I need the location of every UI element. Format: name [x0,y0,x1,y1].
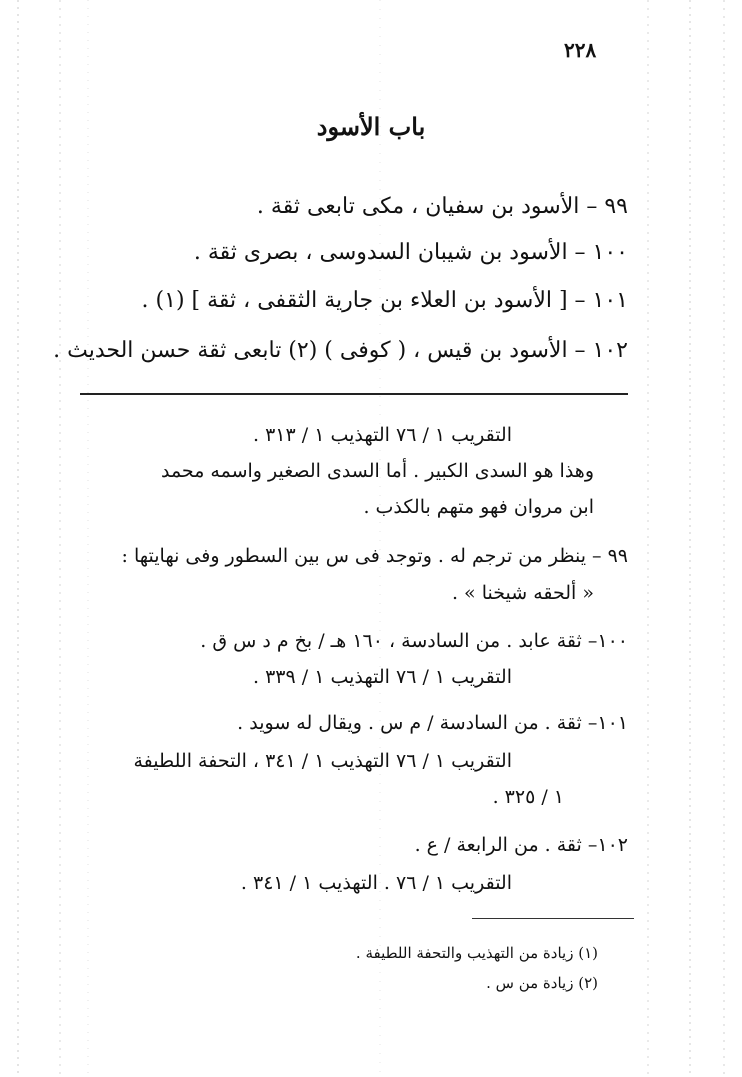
note-line: التقريب ١ / ٧٦ . التهذيب ١ / ٣٤١ . [240,872,512,894]
note-line: التقريب ١ / ٧٦ التهذيب ١ / ٣٤١ ، التحفة اللطيفة [133,750,512,772]
section-divider [80,393,628,395]
entry-101: ١٠١ – [ الأسود بن العلاء بن جارية الثقفى ، ثقة ] (١) . [141,288,628,313]
note-line: ١٠٢– ثقة . من الرابعة / ع . [414,834,628,856]
chapter-title: باب الأسود [316,112,426,141]
entry-102: ١٠٢ – الأسود بن قيس ، ( كوفى ) (٢) تابعى ثقة حسن الحديث . [53,338,628,363]
page-number: ٢٢٨ [564,38,597,62]
note-line: ابن مروان فهو متهم بالكذب . [363,496,594,518]
note-line: « ألحقه شيخنا » . [451,582,594,604]
entry-99: ٩٩ – الأسود بن سفيان ، مكى تابعى ثقة . [256,194,628,219]
footnote: (١) زيادة من التهذيب والتحفة اللطيفة . [355,944,598,962]
note-line: وهذا هو السدى الكبير . أما السدى الصغير واسمه محمد [160,460,594,482]
note-line: التقريب ١ / ٧٦ التهذيب ١ / ٣١٣ . [253,424,512,446]
note-line: ١٠٠– ثقة عابد . من السادسة ، ١٦٠ هـ / بخ م د س ق . [200,630,628,652]
note-line: ١ / ٣٢٥ . [492,786,564,808]
entry-100: ١٠٠ – الأسود بن شيبان السدوسى ، بصرى ثقة . [193,240,628,265]
note-line: ١٠١– ثقة . من السادسة / م س . ويقال له سويد . [237,712,628,734]
footnote-divider [472,918,634,919]
note-line: ٩٩ – ينظر من ترجم له . وتوجد فى س بين السطور وفى نهايتها : [121,545,628,567]
note-line: التقريب ١ / ٧٦ التهذيب ١ / ٣٣٩ . [253,666,512,688]
footnote: (٢) زيادة من س . [486,974,598,992]
